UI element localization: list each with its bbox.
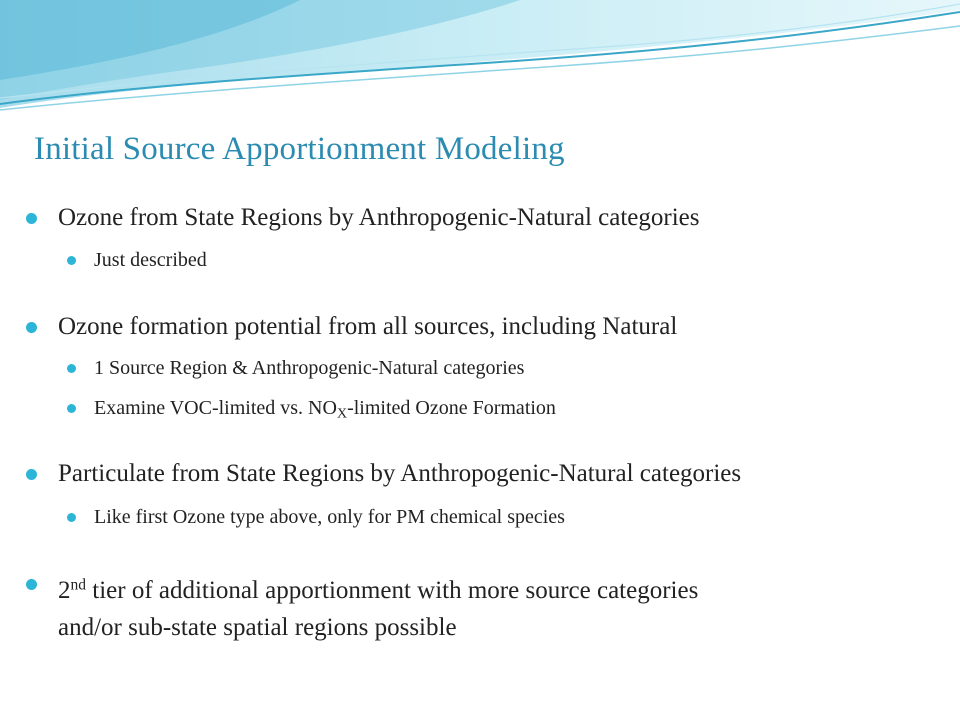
text-segment: Examine VOC-limited vs. NO (94, 397, 337, 419)
sub-bullet-item (94, 357, 524, 380)
text-segment: 2 (58, 576, 71, 604)
sub-bullet-item (94, 397, 556, 423)
header-wave-decoration (0, 0, 960, 120)
slide-title: Initial Source Apportionment Modeling (34, 131, 565, 167)
sub-bullet-text (94, 397, 556, 422)
bullet-dot-icon (67, 513, 76, 522)
bullet-dot-icon (67, 256, 76, 265)
bullet-item (58, 313, 677, 341)
text-segment: and/or sub-state spatial regions possible (58, 613, 457, 641)
bullet-dot-icon (26, 322, 37, 333)
superscript-text: nd (70, 576, 86, 593)
sub-bullet-item (94, 249, 207, 272)
bullet-text: Ozone from State Regions by Anthropogenic-Natural categories (58, 204, 700, 231)
bullet-text: Ozone formation potential from all sources, including Natural (58, 313, 678, 340)
bullet-item (58, 460, 741, 488)
bullet-item (58, 204, 699, 232)
bullet-dot-icon (26, 469, 37, 480)
sub-bullet-text: 1 Source Region & Anthropogenic-Natural categories (94, 357, 525, 379)
bullet-dot-icon (67, 364, 76, 373)
text-segment: -limited Ozone Formation (347, 397, 556, 419)
sub-bullet-text: Like first Ozone type above, only for PM chemical species (94, 506, 565, 528)
sub-bullet-text: Just described (94, 249, 207, 271)
bullet-dot-icon (67, 404, 76, 413)
bullet-item (58, 566, 698, 646)
bullet-text: Particulate from State Regions by Anthropogenic-Natural categories (58, 460, 742, 487)
bullet-dot-icon (26, 579, 37, 590)
subscript-text: X (336, 406, 348, 422)
bullet-dot-icon (26, 213, 37, 224)
sub-bullet-item (94, 506, 565, 529)
bullet-text (58, 577, 698, 646)
text-segment: tier of additional apportionment with more source categories (86, 576, 699, 604)
